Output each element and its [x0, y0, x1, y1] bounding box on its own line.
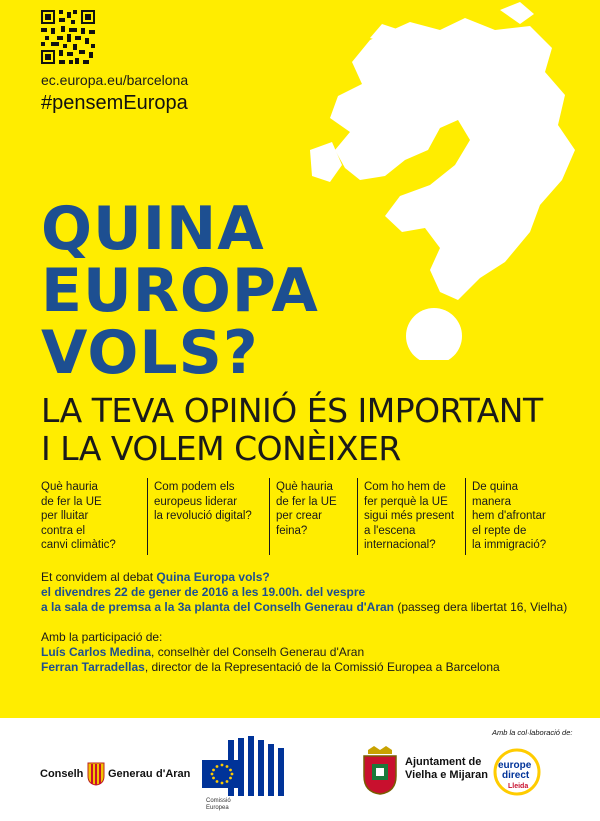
question-climate: [41, 478, 147, 555]
participant-role: , conselhèr del Conselh Generau d'Aran: [151, 645, 365, 659]
participant-role: , director de la Representació de la Comissió Europea a Barcelona: [144, 660, 500, 674]
europe-direct-text: Lleida: [508, 783, 529, 790]
main-headline: [41, 194, 319, 388]
question-line: De quina manera: [472, 481, 519, 508]
question-digital: [147, 478, 269, 555]
question-line: Què hauria: [276, 481, 333, 493]
qr-code[interactable]: [41, 10, 95, 64]
question-line: Què hauria: [41, 481, 98, 493]
question-line: per crear: [276, 510, 323, 522]
participant-1: [41, 645, 500, 660]
question-line: contra el: [41, 524, 86, 537]
question-immigration: [465, 478, 561, 555]
event-address: (passeg dera libertat 16, Vielha): [394, 600, 568, 614]
question-line: la immigració?: [472, 539, 547, 551]
question-mark-graphic: [290, 0, 600, 360]
europe-direct-text: europe: [498, 760, 532, 771]
headline-line-2: EUROPA: [41, 256, 319, 326]
headline-line-1: QUINA: [41, 194, 265, 264]
subheadline-line-2: I LA VOLEM CONÈIXER: [41, 429, 401, 468]
aran-shield-icon: [87, 762, 105, 786]
participant-2: [41, 660, 500, 675]
question-line: canvi climàtic?: [41, 539, 116, 551]
invitation-text: Et convidem al debat: [41, 570, 157, 584]
headline-line-3: VOLS?: [41, 318, 259, 388]
footer-logos: [0, 718, 600, 821]
website-url[interactable]: ec.europa.eu/barcelona: [41, 72, 189, 88]
subheadline: [41, 392, 543, 468]
europe-direct-logo: [492, 746, 542, 798]
event-venue: a la sala de premsa a la 3a planta del Conselh Generau d'Aran: [41, 600, 394, 614]
invitation-line-3: [41, 600, 567, 615]
european-commission-logo: [198, 734, 294, 812]
europe-direct-text: direct: [502, 770, 530, 781]
question-line: Com ho hem de: [364, 481, 446, 493]
question-line: de fer la UE: [41, 495, 102, 508]
logo-text: Generau: [108, 768, 153, 780]
questions-row: [41, 478, 561, 555]
question-line: el repte de: [472, 524, 527, 537]
participant-name: Luís Carlos Medina: [41, 645, 152, 659]
ajuntament-text: [405, 756, 488, 782]
participation-block: [41, 630, 500, 675]
logo-text: d'Aran: [156, 768, 191, 780]
question-line: feina?: [276, 524, 308, 537]
question-jobs: [269, 478, 357, 555]
conselh-generau-logo: [40, 758, 200, 788]
question-line: hem d'afrontar: [472, 510, 546, 522]
participation-intro: Amb la participació de:: [41, 630, 163, 644]
question-line: per lluitar: [41, 510, 89, 522]
logo-text: Ajuntament de: [405, 756, 482, 768]
question-line: fer perquè la UE: [364, 495, 448, 508]
question-line: internacional?: [364, 539, 436, 551]
ec-logo-text: Europea: [206, 805, 229, 811]
invitation-line-1: [41, 570, 567, 585]
question-line: a l'escena: [364, 524, 416, 537]
event-date: el divendres 22 de gener de 2016 a les 19.00h. del vespre: [41, 585, 366, 599]
question-line: la revolució digital?: [154, 510, 252, 522]
vielha-crest-icon: [360, 744, 400, 796]
question-line: Com podem els: [154, 481, 235, 493]
ajuntament-vielha-logo: [360, 744, 490, 796]
logo-text: Conselh: [40, 768, 84, 780]
invitation-block: [41, 570, 567, 615]
logo-text: Vielha e Mijaran: [405, 769, 488, 781]
invitation-line-2: [41, 585, 567, 600]
question-line: de fer la UE: [276, 495, 337, 508]
event-name: Quina Europa vols?: [156, 570, 270, 584]
collaboration-label: Amb la col·laboració de:: [492, 728, 573, 737]
question-line: europeus liderar: [154, 495, 238, 508]
participant-name: Ferran Tarradellas: [41, 660, 145, 674]
hashtag: #pensemEuropa: [41, 92, 188, 114]
ec-logo-text: Comissió: [206, 798, 231, 804]
question-international: [357, 478, 465, 555]
question-line: sigui més present: [364, 510, 455, 522]
subheadline-line-1: LA TEVA OPINIÓ ÉS IMPORTANT: [41, 391, 543, 430]
